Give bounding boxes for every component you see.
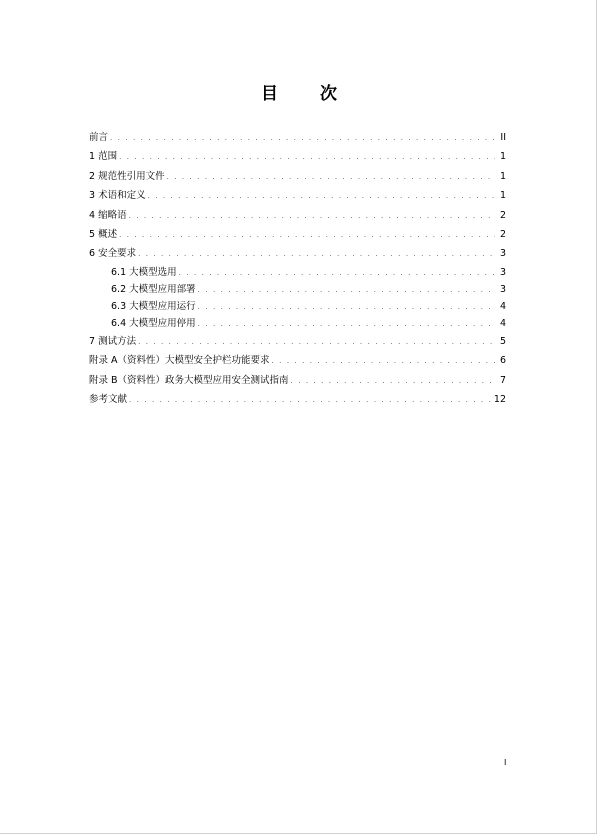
toc-entry-label: 4 缩略语 bbox=[89, 209, 127, 221]
toc-entry-page: 12 bbox=[493, 393, 506, 405]
page-number: I bbox=[504, 758, 507, 767]
toc-entry[interactable] bbox=[89, 332, 506, 351]
toc-entry-page: 3 bbox=[499, 248, 506, 260]
toc-leader-dots bbox=[179, 265, 495, 282]
toc-entry[interactable] bbox=[89, 244, 506, 263]
toc-leader-dots bbox=[272, 352, 495, 371]
toc-entry-page: 7 bbox=[499, 374, 506, 386]
toc-entry[interactable] bbox=[89, 167, 506, 186]
toc-leader-dots bbox=[167, 168, 495, 187]
toc-entry-page: 2 bbox=[499, 228, 506, 240]
toc-leader-dots bbox=[138, 245, 495, 264]
toc-entry[interactable] bbox=[89, 206, 506, 225]
toc-entry-label: 1 范围 bbox=[89, 151, 118, 163]
toc-entry-page: 3 bbox=[499, 283, 506, 295]
toc-entry[interactable] bbox=[89, 186, 506, 205]
toc-entry[interactable] bbox=[89, 225, 506, 244]
toc-leader-dots bbox=[129, 207, 495, 226]
toc-leader-dots bbox=[129, 391, 491, 410]
toc-entry-page: 4 bbox=[499, 317, 506, 329]
toc-entry-label: 附录 A（资料性）大模型安全护栏功能要求 bbox=[89, 355, 270, 367]
toc-entry-label: 前言 bbox=[89, 132, 109, 143]
toc-entry[interactable] bbox=[89, 147, 506, 166]
toc-entry-label: 2 规范性引用文件 bbox=[89, 170, 165, 182]
page-title: 目 次 bbox=[261, 84, 355, 104]
toc-entry-label: 7 测试方法 bbox=[89, 335, 137, 347]
toc-entry[interactable] bbox=[89, 298, 506, 315]
toc-entry[interactable] bbox=[89, 264, 506, 281]
toc-entry-label: 6.1 大模型选用 bbox=[111, 266, 177, 278]
table-of-contents bbox=[89, 128, 506, 409]
toc-entry[interactable] bbox=[89, 351, 506, 370]
toc-entry-page: 1 bbox=[499, 190, 506, 202]
toc-entry-page: 4 bbox=[499, 300, 506, 312]
toc-entry-page: 2 bbox=[499, 209, 506, 221]
toc-leader-dots bbox=[119, 148, 495, 167]
toc-entry-page: 1 bbox=[499, 151, 506, 163]
toc-entry-page: 3 bbox=[499, 266, 506, 278]
toc-entry[interactable] bbox=[89, 390, 506, 409]
toc-leader-dots bbox=[119, 226, 495, 245]
toc-entry[interactable] bbox=[89, 281, 506, 298]
toc-leader-dots bbox=[198, 282, 495, 299]
toc-entry-label: 5 概述 bbox=[89, 228, 118, 240]
toc-entry-label: 6.4 大模型应用停用 bbox=[111, 317, 196, 329]
toc-leader-dots bbox=[198, 316, 495, 333]
toc-leader-dots bbox=[198, 299, 495, 316]
toc-entry-label: 参考文献 bbox=[89, 393, 128, 405]
toc-entry-page: II bbox=[500, 132, 506, 143]
toc-leader-dots bbox=[148, 187, 495, 206]
toc-leader-dots bbox=[291, 372, 495, 391]
toc-entry-label: 6.3 大模型应用运行 bbox=[111, 300, 196, 312]
toc-entry-label: 6.2 大模型应用部署 bbox=[111, 283, 196, 295]
toc-entry[interactable] bbox=[89, 371, 506, 390]
toc-entry-page: 5 bbox=[499, 335, 506, 347]
toc-leader-dots bbox=[138, 333, 495, 352]
toc-leader-dots bbox=[110, 129, 495, 148]
toc-entry-label: 3 术语和定义 bbox=[89, 190, 146, 202]
toc-entry[interactable] bbox=[89, 128, 506, 147]
toc-entry-label: 6 安全要求 bbox=[89, 248, 137, 260]
toc-entry-page: 1 bbox=[499, 170, 506, 182]
toc-entry-label: 附录 B（资料性）政务大模型应用安全测试指南 bbox=[89, 374, 289, 386]
toc-entry-page: 6 bbox=[499, 355, 506, 367]
toc-entry[interactable] bbox=[89, 315, 506, 332]
